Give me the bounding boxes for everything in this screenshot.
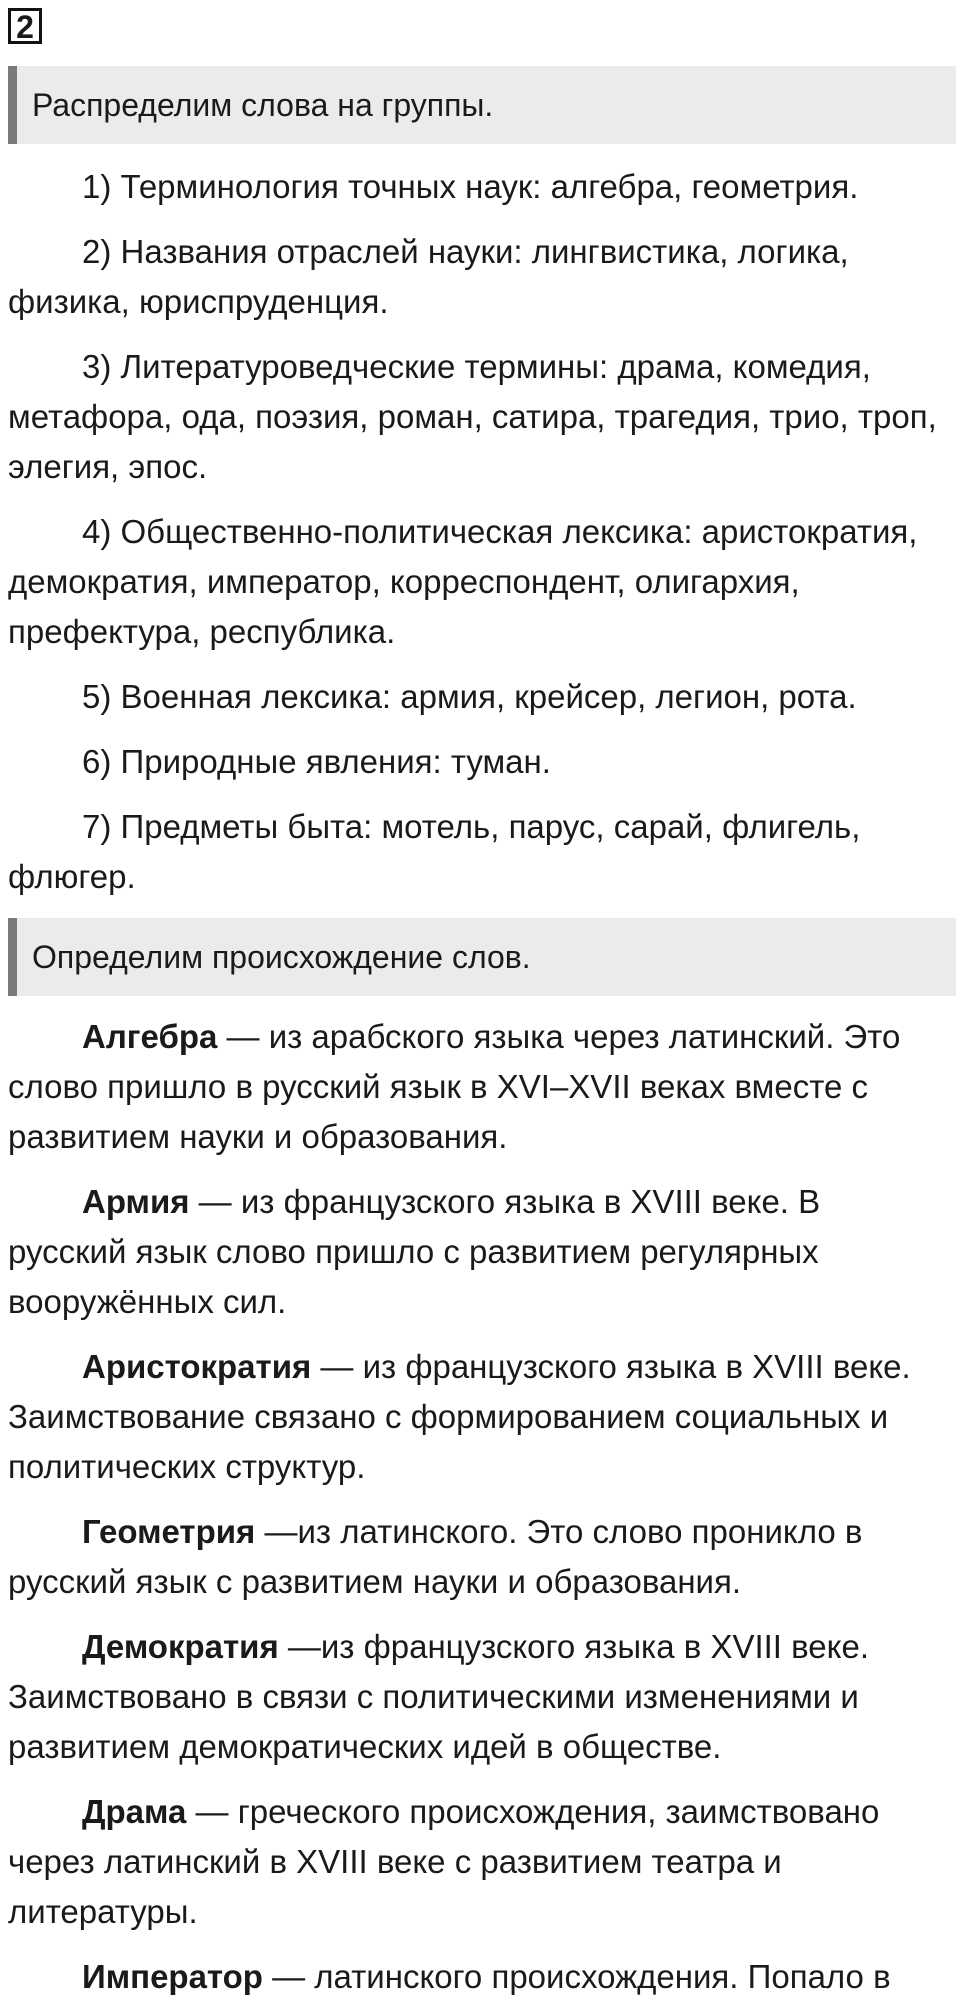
entry-text: — латинского происхождения. Попало в: [262, 1958, 891, 1995]
entry-text: —из французского языка в XVIII веке. Заимствовано в связи с политическими изменениями и развитием демократических идей в обществе.: [8, 1628, 869, 1765]
origin-entry: [8, 1787, 943, 1937]
origin-entry: [8, 1507, 943, 1607]
entry-text: — греческого происхождения, заимствовано через латинский в XVIII веке с развитием театра и литературы.: [8, 1793, 880, 1930]
task-number-box: 2: [8, 8, 42, 44]
entry-word: Армия: [82, 1183, 190, 1220]
entry-word: Алгебра: [82, 1018, 218, 1055]
origin-entry: [8, 1952, 943, 2002]
origin-entry: [8, 1622, 943, 1772]
group-item-4: 4) Общественно-политическая лексика: аристократия, демократия, император, корреспондент, олигархия, префектура, республика.: [8, 513, 918, 650]
section-heading-origin: Определим происхождение слов.: [8, 918, 956, 996]
group-item-2: 2) Названия отраслей науки: лингвистика, логика, физика, юриспруденция.: [8, 233, 849, 320]
entry-text: —из латинского. Это слово проникло в русский язык с развитием науки и образования.: [8, 1513, 863, 1600]
entry-word: Демократия: [82, 1628, 279, 1665]
entry-text: — из французского языка в XVIII веке. Заимствование связано с формированием социальных и политических структур.: [8, 1348, 911, 1485]
origin-entry: [8, 1012, 943, 1162]
section-heading-groups: Распределим слова на группы.: [8, 66, 956, 144]
group-item-1: 1) Терминология точных наук: алгебра, геометрия.: [82, 168, 859, 205]
group-item-7: 7) Предметы быта: мотель, парус, сарай, флигель, флюгер.: [8, 808, 861, 895]
entry-word: Император: [82, 1958, 263, 1995]
origin-entry: [8, 1342, 943, 1492]
origin-entry: [8, 1177, 943, 1327]
entry-text: — из французского языка в XVIII веке. В русский язык слово пришло с развитием регулярных вооружённых сил.: [8, 1183, 821, 1320]
entry-word: Драма: [82, 1793, 187, 1830]
group-item-6: 6) Природные явления: туман.: [82, 743, 551, 780]
group-item-5: 5) Военная лексика: армия, крейсер, легион, рота.: [82, 678, 857, 715]
entry-word: Геометрия: [82, 1513, 256, 1550]
entry-word: Аристократия: [82, 1348, 312, 1385]
group-item-3: 3) Литературоведческие термины: драма, комедия, метафора, ода, поэзия, роман, сатира, трагедия, трио, троп, элегия, эпос.: [8, 348, 937, 485]
entry-text: — из арабского языка через латинский. Это слово пришло в русский язык в XVI–XVII веках вместе с развитием науки и образования.: [8, 1018, 901, 1155]
